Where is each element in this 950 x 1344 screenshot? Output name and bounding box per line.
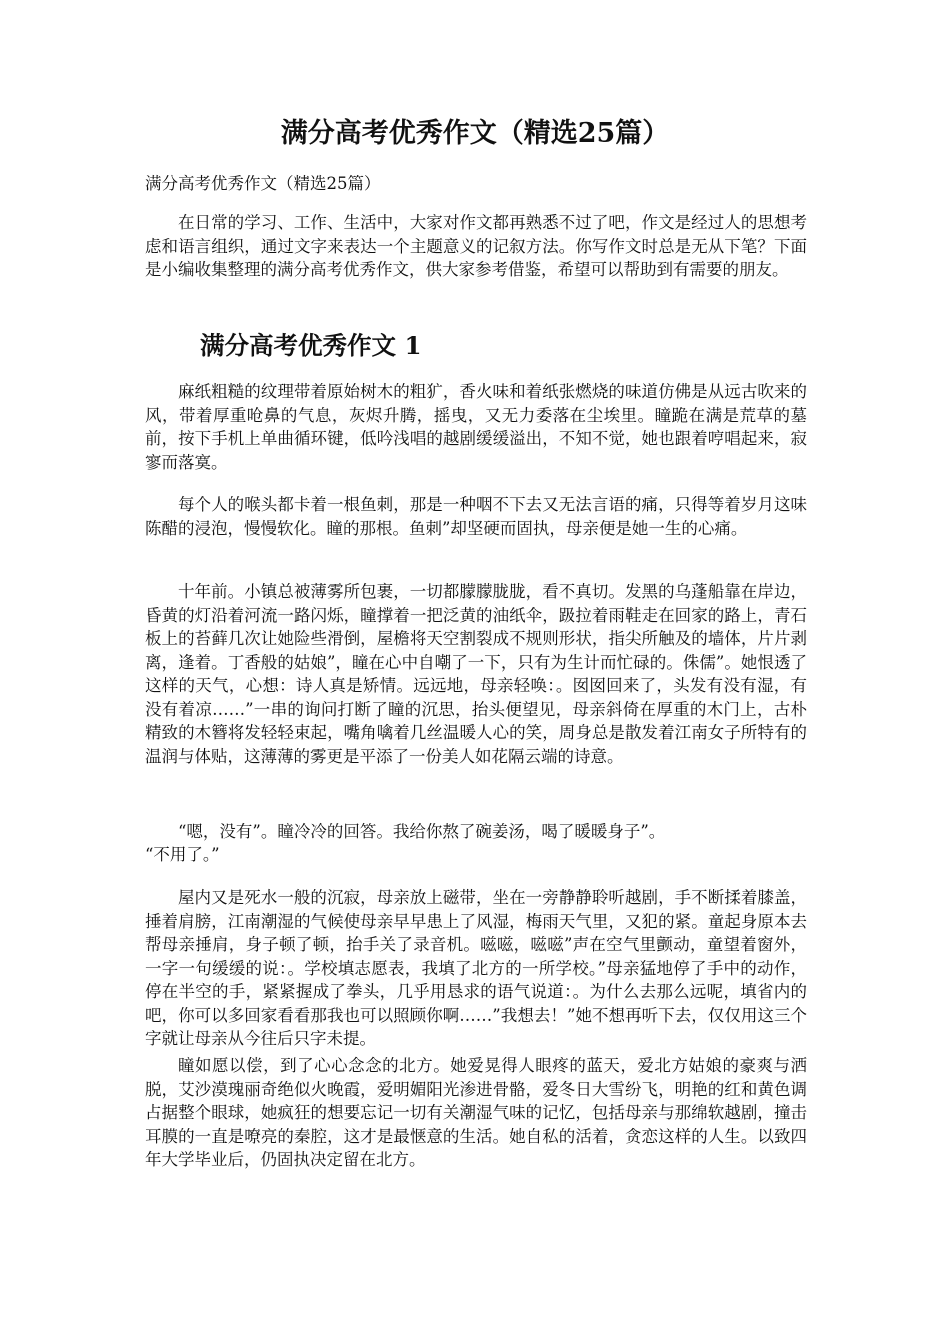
paragraph: “不用了。” — [145, 845, 220, 864]
paragraph: “嗯，没有”。瞳冷冷的回答。我给你熬了碗姜汤，喝了暖暖身子”。 — [178, 822, 666, 841]
section-heading: 满分高考优秀作文 1 — [200, 331, 422, 360]
document-title: 满分高考优秀作文（精选25篇） — [280, 118, 670, 149]
paragraph: 十年前。小镇总被薄雾所包裹，一切都朦朦胧胧，看不真切。发黑的乌蓬船靠在岸边，昏黄的灯沿着河流一路闪烁，瞳撑着一把泛黄的油纸伞，趿拉着雨鞋走在回家的路上，青石板上的苔藓几次让她险些滑倒，屋檐将天空割裂成不规则形状，指尖所触及的墙体，片片剥离，逢着。丁香般的姑娘”，瞳在心中自嘲了一下，只有为生计而忙碌的。侏儒”。她恨透了这样的天气，心想：诗人真是矫情。远远地，母亲轻唤：。囡囡回来了，头发有没有湿，有没有着凉……”一串的询问打断了瞳的沉思，抬头便望见，母亲斜倚在厚重的木门上，古朴精致的木簪将发轻轻束起，嘴角噙着几丝温暖人心的笑，周身总是散发着江南女子所特有的温润与体贴，这薄薄的雾更是平添了一份美人如花隔云端的诗意。 — [145, 582, 807, 766]
document-subtitle: 满分高考优秀作文（精选25篇） — [145, 174, 381, 193]
paragraph: 瞳如愿以偿，到了心心念念的北方。她爱晃得人眼疼的蓝天，爱北方姑娘的豪爽与洒脱，艾沙漠瑰丽奇绝似火晚霞，爱明媚阳光渗进骨骼，爱冬日大雪纷飞，明艳的红和黄色调占据整个眼球，她疯狂的想要忘记一切有关潮湿气味的记忆，包括母亲与那绵软越剧，撞击耳膜的一直是嘹亮的秦腔，这才是最惬意的生活。她自私的活着，贪恋这样的人生。以致四年大学毕业后，仍固执决定留在北方。 — [145, 1056, 807, 1169]
paragraph: 麻纸粗糙的纹理带着原始树木的粗犷，香火味和着纸张燃烧的味道仿佛是从远古吹来的风，带着厚重呛鼻的气息，灰烬升腾，摇曳，又无力委落在尘埃里。瞳跪在满是荒草的墓前，按下手机上单曲循环键，低吟浅唱的越剧缓缓溢出，不知不觉，她也跟着哼唱起来，寂寥而落寞。 — [145, 382, 807, 472]
paragraph: 每个人的喉头都卡着一根鱼刺，那是一种咽不下去又无法言语的痛，只得等着岁月这味陈醋的浸泡，慢慢软化。瞳的那根。鱼刺”却坚硬而固执，母亲便是她一生的心痛。 — [145, 495, 807, 538]
paragraph: 屋内又是死水一般的沉寂，母亲放上磁带，坐在一旁静静聆听越剧，手不断揉着膝盖，捶着肩膀，江南潮湿的气候使母亲早早患上了风湿，梅雨天气里，又犯的紧。童起身原本去帮母亲捶肩，身子顿了顿，抬手关了录音机。嗞嗞，嗞嗞”声在空气里颤动，童望着窗外，一字一句缓缓的说：。学校填志愿表，我填了北方的一所学校。”母亲猛地停了手中的动作，停在半空的手，紧紧握成了拳头，几乎用恳求的语气说道：。为什么去那么远呢，填省内的吧，你可以多回家看看那我也可以照顾你啊……”我想去！”她不想再听下去，仅仅用这三个字就让母亲从今往后只字未提。 — [145, 888, 807, 1048]
intro-paragraph: 在日常的学习、工作、生活中，大家对作文都再熟悉不过了吧，作文是经过人的思想考虑和语言组织，通过文字来表达一个主题意义的记叙方法。你写作文时总是无从下笔？下面是小编收集整理的满分高考优秀作文，供大家参考借鉴，希望可以帮助到有需要的朋友。 — [145, 213, 807, 279]
